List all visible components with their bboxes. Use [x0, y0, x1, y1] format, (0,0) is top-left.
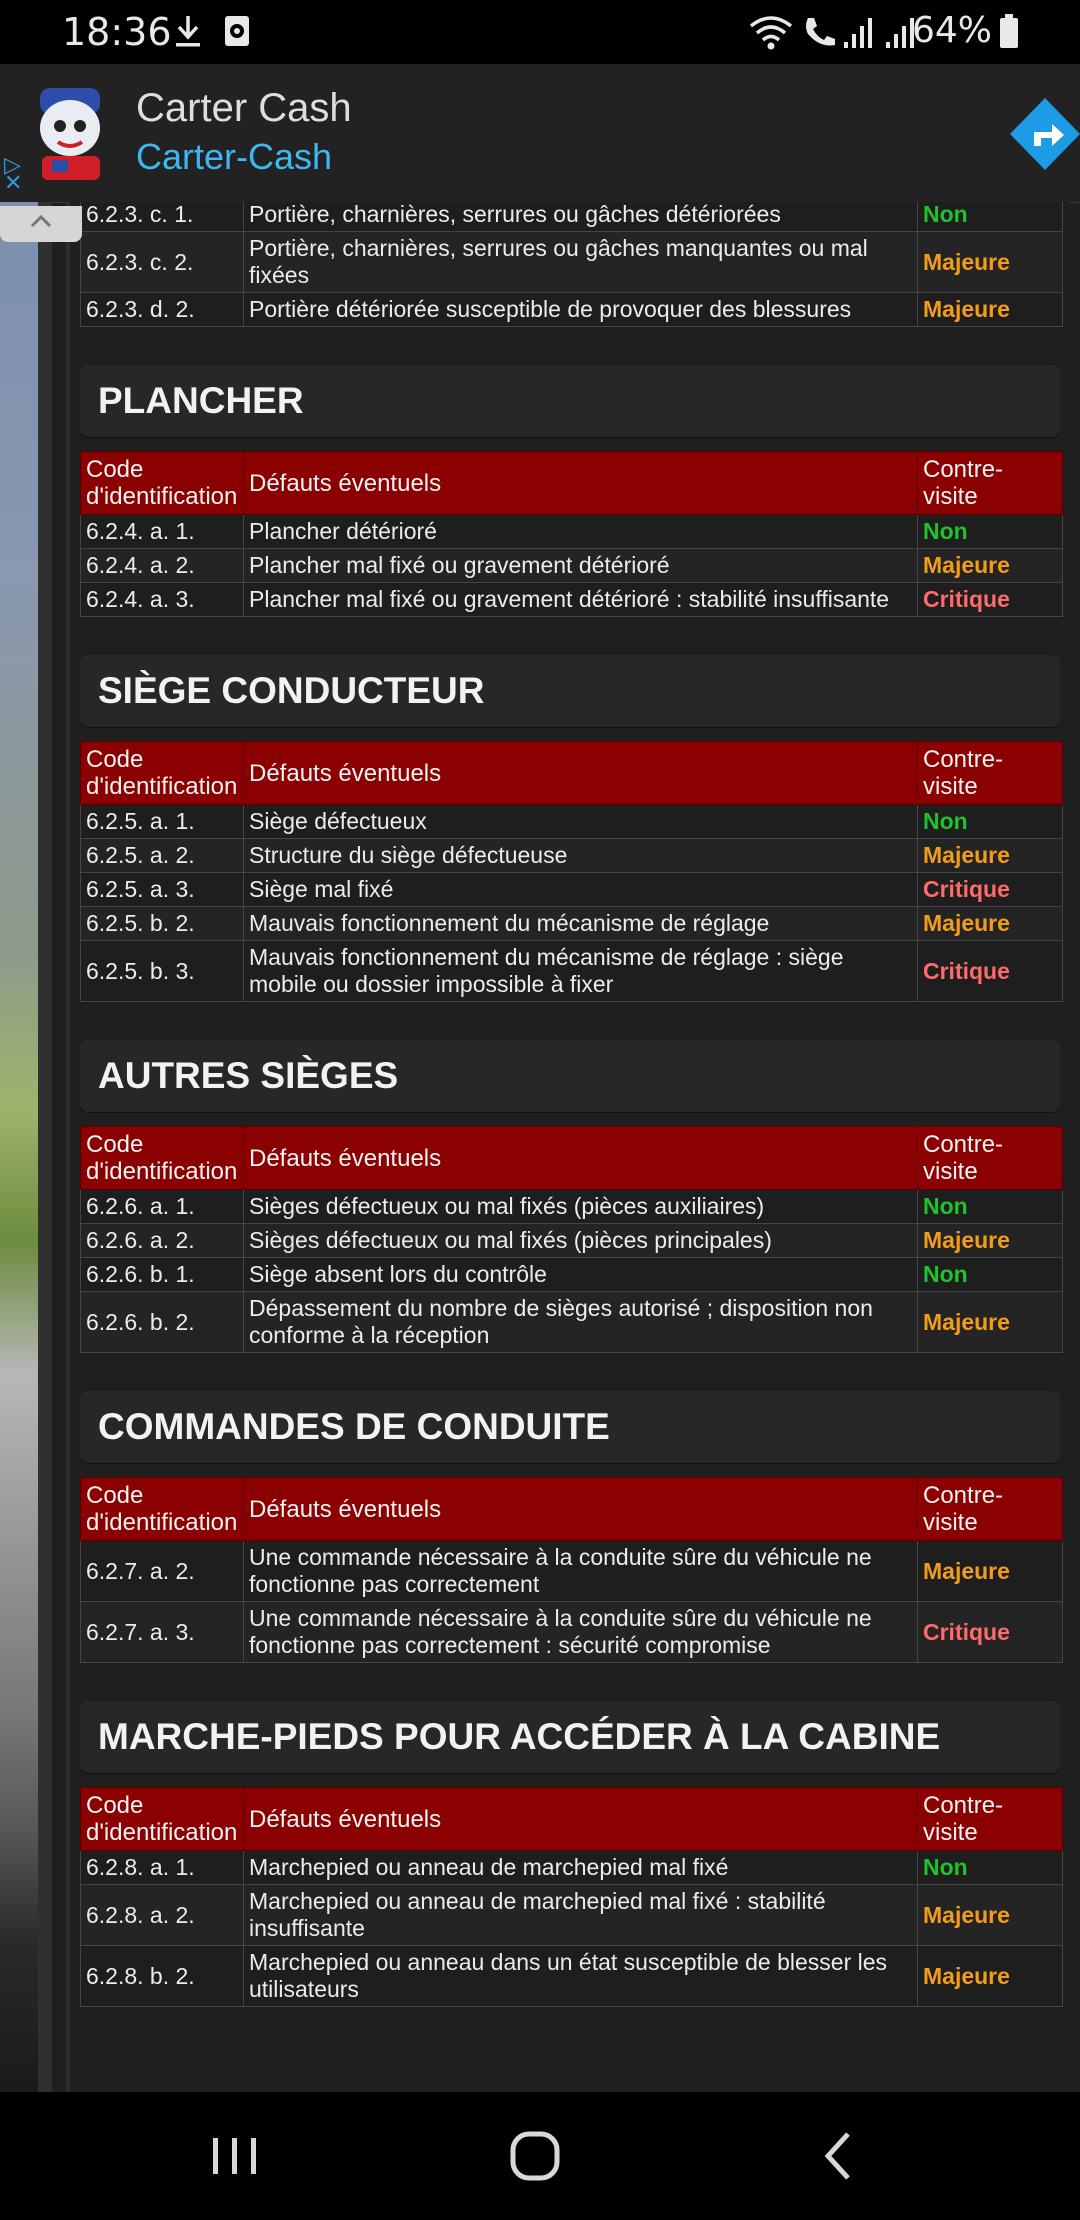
table-row [81, 1946, 1063, 2007]
ad-choices-icon[interactable]: ▷ ✕ [4, 152, 23, 195]
defects-table [80, 741, 1063, 1002]
scroll-content [70, 202, 1070, 2007]
row-description: Marchepied ou anneau dans un état susceptible de blesser les utilisateurs [244, 1946, 918, 2007]
section-title: PLANCHER [80, 365, 1060, 437]
row-code: 6.2.5. b. 3. [81, 941, 244, 1002]
table-header-row [81, 1127, 1063, 1190]
row-description: Mauvais fonctionnement du mécanisme de réglage : siège mobile ou dossier impossible à fixer [244, 941, 918, 1002]
row-status: Majeure [918, 1292, 1063, 1353]
table-row [81, 1258, 1063, 1292]
header-defects: Défauts éventuels [244, 1127, 918, 1190]
row-code: 6.2.4. a. 1. [81, 515, 244, 549]
download-icon [172, 12, 204, 50]
screen-record-icon [222, 12, 252, 50]
row-status: Non [918, 805, 1063, 839]
table-row [81, 1190, 1063, 1224]
ad-title[interactable]: Carter Cash [136, 86, 352, 130]
directions-icon[interactable] [1010, 94, 1080, 174]
row-description: Une commande nécessaire à la conduite sûre du véhicule ne fonctionne pas correctement : sécurité compromise [244, 1602, 918, 1663]
row-status: Majeure [918, 232, 1063, 293]
row-code: 6.2.6. b. 2. [81, 1292, 244, 1353]
row-code: 6.2.6. a. 2. [81, 1224, 244, 1258]
row-description: Portière, charnières, serrures ou gâches manquantes ou mal fixées [244, 232, 918, 293]
row-description: Siège défectueux [244, 805, 918, 839]
defects-table [80, 451, 1063, 617]
row-code: 6.2.8. a. 2. [81, 1885, 244, 1946]
table-row [81, 1224, 1063, 1258]
table-row [81, 515, 1063, 549]
back-icon[interactable] [804, 2126, 874, 2186]
table-row [81, 941, 1063, 1002]
row-status: Majeure [918, 839, 1063, 873]
row-description: Mauvais fonctionnement du mécanisme de réglage [244, 907, 918, 941]
defects-table [80, 202, 1063, 327]
row-description: Plancher mal fixé ou gravement détérioré [244, 549, 918, 583]
row-status: Non [918, 202, 1063, 232]
row-status: Majeure [918, 549, 1063, 583]
row-description: Sièges défectueux ou mal fixés (pièces principales) [244, 1224, 918, 1258]
section-title: COMMANDES DE CONDUITE [80, 1391, 1060, 1463]
row-status: Non [918, 515, 1063, 549]
table-row [81, 839, 1063, 873]
section-title: SIÈGE CONDUCTEUR [80, 655, 1060, 727]
row-code: 6.2.4. a. 2. [81, 549, 244, 583]
ad-subtitle[interactable]: Carter-Cash [136, 136, 333, 177]
ad-banner[interactable] [0, 64, 1080, 203]
row-code: 6.2.4. a. 3. [81, 583, 244, 617]
header-defects: Défauts éventuels [244, 1788, 918, 1851]
table-row [81, 1602, 1063, 1663]
table-header-row [81, 1788, 1063, 1851]
row-code: 6.2.3. d. 2. [81, 293, 244, 327]
table-row [81, 549, 1063, 583]
defects-table [80, 1126, 1063, 1353]
defects-table [80, 1477, 1063, 1663]
row-code: 6.2.5. a. 2. [81, 839, 244, 873]
row-description: Plancher mal fixé ou gravement détérioré : stabilité insuffisante [244, 583, 918, 617]
header-defects: Défauts éventuels [244, 452, 918, 515]
row-code: 6.2.6. a. 1. [81, 1190, 244, 1224]
header-code: Code d'identification [81, 1478, 244, 1541]
carter-cash-mascot-logo[interactable] [22, 76, 122, 188]
table-header-row [81, 1478, 1063, 1541]
row-description: Dépassement du nombre de sièges autorisé ; disposition non conforme à la réception [244, 1292, 918, 1353]
table-row [81, 293, 1063, 327]
row-code: 6.2.3. c. 2. [81, 232, 244, 293]
header-code: Code d'identification [81, 742, 244, 805]
header-recheck: Contre-visite [918, 1788, 1063, 1851]
section-title: AUTRES SIÈGES [80, 1040, 1060, 1112]
header-defects: Défauts éventuels [244, 742, 918, 805]
header-code: Code d'identification [81, 452, 244, 515]
signal-icon [842, 12, 876, 52]
header-recheck: Contre-visite [918, 452, 1063, 515]
header-code: Code d'identification [81, 1788, 244, 1851]
table-row [81, 583, 1063, 617]
header-recheck: Contre-visite [918, 742, 1063, 805]
row-description: Marchepied ou anneau de marchepied mal fixé : stabilité insuffisante [244, 1885, 918, 1946]
row-status: Critique [918, 873, 1063, 907]
clock: 18:36 [62, 10, 172, 54]
header-defects: Défauts éventuels [244, 1478, 918, 1541]
row-status: Majeure [918, 1885, 1063, 1946]
background-image-strip [0, 202, 52, 2092]
wifi-icon [748, 12, 794, 52]
row-description: Siège absent lors du contrôle [244, 1258, 918, 1292]
home-icon[interactable] [500, 2126, 570, 2186]
row-status: Majeure [918, 1946, 1063, 2007]
table-row [81, 805, 1063, 839]
header-code: Code d'identification [81, 1127, 244, 1190]
row-description: Portière détériorée susceptible de provoquer des blessures [244, 293, 918, 327]
row-status: Non [918, 1190, 1063, 1224]
table-row [81, 1885, 1063, 1946]
row-status: Majeure [918, 907, 1063, 941]
row-code: 6.2.5. a. 3. [81, 873, 244, 907]
row-code: 6.2.7. a. 3. [81, 1602, 244, 1663]
collapse-ad-button[interactable] [0, 206, 82, 242]
row-description: Plancher détérioré [244, 515, 918, 549]
row-description: Marchepied ou anneau de marchepied mal fixé [244, 1851, 918, 1885]
navigation-bar [0, 2092, 1080, 2220]
row-code: 6.2.7. a. 2. [81, 1541, 244, 1602]
row-description: Portière, charnières, serrures ou gâches détériorées [244, 202, 918, 232]
row-description: Une commande nécessaire à la conduite sûre du véhicule ne fonctionne pas correctement [244, 1541, 918, 1602]
row-code: 6.2.5. a. 1. [81, 805, 244, 839]
row-status: Non [918, 1258, 1063, 1292]
row-status: Majeure [918, 1541, 1063, 1602]
row-status: Critique [918, 1602, 1063, 1663]
status-bar [0, 0, 1080, 64]
defects-table [80, 1787, 1063, 2007]
table-header-row [81, 742, 1063, 805]
recent-apps-icon[interactable] [200, 2126, 270, 2186]
header-recheck: Contre-visite [918, 1127, 1063, 1190]
row-code: 6.2.8. b. 2. [81, 1946, 244, 2007]
battery-percent: 64% [911, 10, 992, 51]
wifi-call-icon [800, 12, 840, 52]
table-row [81, 232, 1063, 293]
row-code: 6.2.6. b. 1. [81, 1258, 244, 1292]
row-status: Majeure [918, 293, 1063, 327]
row-description: Siège mal fixé [244, 873, 918, 907]
table-row [81, 1541, 1063, 1602]
row-description: Structure du siège défectueuse [244, 839, 918, 873]
header-recheck: Contre-visite [918, 1478, 1063, 1541]
battery-icon [998, 12, 1020, 50]
row-description: Sièges défectueux ou mal fixés (pièces auxiliaires) [244, 1190, 918, 1224]
chevron-up-icon [26, 206, 56, 236]
table-row [81, 907, 1063, 941]
row-status: Non [918, 1851, 1063, 1885]
table-row [81, 1851, 1063, 1885]
row-status: Majeure [918, 1224, 1063, 1258]
row-code: 6.2.3. c. 1. [81, 202, 244, 232]
table-row [81, 202, 1063, 232]
row-status: Critique [918, 583, 1063, 617]
strip-edge [38, 202, 52, 2092]
section-title: MARCHE-PIEDS POUR ACCÉDER À LA CABINE [80, 1701, 1060, 1773]
row-status: Critique [918, 941, 1063, 1002]
table-header-row [81, 452, 1063, 515]
page-content[interactable] [66, 202, 1070, 2092]
table-row [81, 1292, 1063, 1353]
row-code: 6.2.5. b. 2. [81, 907, 244, 941]
table-row [81, 873, 1063, 907]
row-code: 6.2.8. a. 1. [81, 1851, 244, 1885]
